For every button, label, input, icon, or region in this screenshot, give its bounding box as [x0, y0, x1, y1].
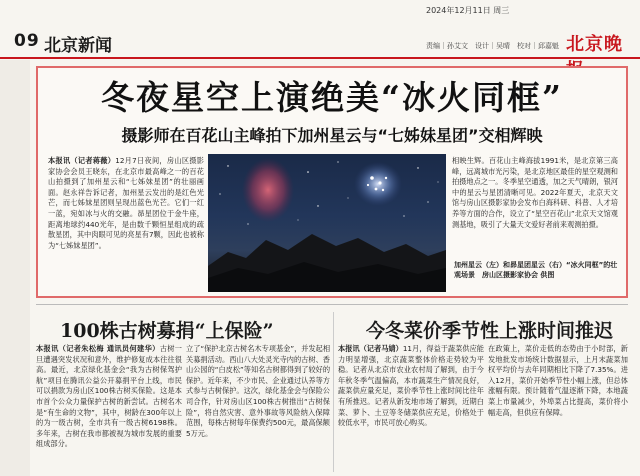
tree-article-col-1 — [36, 344, 182, 474]
night-sky-photo — [208, 154, 446, 292]
photo-illustration — [208, 154, 446, 292]
feature-subheadline: 摄影师在百花山主峰拍下加州星云与“七姊妹星团”交相辉映 — [121, 126, 543, 145]
column-separator — [333, 312, 334, 472]
feature-article — [36, 66, 628, 298]
masthead — [0, 0, 640, 58]
page-number: 09 — [14, 31, 40, 51]
feature-body-right: 相映生辉。百花山主峰海拔1991米，是北京第三高峰，远离城市光污染，是北京地区最佳的星空观测和拍摄地点之一。冬季星空通透，加之天气晴朗，银河中的星云与星团清晰可见。2022年夏天，北京天文馆与房山区摄影家协会发布白海科研、科普、人才培养等方面的合作，设立了“星空百花山”北京天文馆观测基地，吸引了大量天文爱好者前来观测拍摄。 — [452, 156, 618, 229]
veg-article-byline: 本报讯（记者马婧） — [338, 344, 403, 353]
california-nebula — [242, 158, 294, 222]
feature-headline: 冬夜星空上演绝美“冰火同框” — [101, 78, 563, 117]
tree-article-text-1: 古树一旦遭遇突发状况和意外，维护修复成本往往很高。最近，北京绿化基金会“我为古树保驾护航”项目在腾讯公益公开募捐平台上线，市民可以捐款为房山区100株古树买保险。这是本市首个公众力量保护古树的新尝试。古树名木是“有生命的文物”，其中，树龄在300年以上的为一级古树，全市共有一级古树6198株。多年来，古树在我市都被视为城市发展的重要组成部分。 — [36, 344, 182, 449]
veg-article-text-1: 11月，得益于蔬菜供应能力明显增强，北京蔬菜整体价格走势较为平稳。记者从北京市农业农村局了解到，由于今年秋冬季气温偏高，本市蔬菜生产情况良好，蔬菜供应量充足，菜价季节性上涨时间比往年有所推迟。记者从新发地市场了解到，近期白菜、萝卜、土豆等冬储菜供应充足，价格处于较低水平，市民可放心购买。 — [338, 344, 484, 428]
section-rule — [36, 304, 628, 305]
veg-article-col-1 — [338, 344, 484, 474]
veg-article-col-2: 在政策上，菜价走低的态势由于小时部，新发地批发市场统计数据显示，上月末蔬菜加权平均价与去年同期相比下降了7.35%。进入12月，菜价开始季节性小幅上涨，但总体涨幅有限。预计随着气温逐渐下降，本地蔬菜上市量减少，外埠菜占比提高，菜价将小幅走高，但供应有保障。 — [488, 344, 628, 417]
tree-article-col-2: 立了“保护北京古树名木专项基金”，并发起相关募捐活动。西山八大处灵光寺内的古树、香山公园的“白皮松”等知名古树都得到了较好的保护。近年来，不少市民、企业通过认养等方式参与古树保护。这次，绿化基金会与保险公司合作，针对房山区100株古树推出“古树保险”，将自然灾害、意外事故等风险纳入保障范围，每株古树每年保费约500元，最高保额5万元。 — [186, 344, 330, 438]
tree-insurance-headline: 100株古树募捐“上保险” — [60, 320, 274, 342]
feature-body-left — [48, 156, 204, 286]
pleiades-cluster — [354, 162, 402, 206]
feature-left-text: 12月7日夜间，房山区摄影家协会会员王晓东，在北京市最高峰之一的百花山拍摄到了加州星云和“七姊妹星团”的壮丽画面。赵永祥告诉记者，加州星云发出的是红色光芒，而七姊妹星团则呈现出蓝色光芒。它们一红一蓝，宛如冰与火的交融。昴星团位于金牛座，距离地球约440光年，是由数千颗恒星组成的疏散星团，其中肉眼可见的亮星有7颗，因此也被称为“七姊妹星团”。 — [48, 156, 204, 250]
photo-caption: 加州星云（左）和昴星团星云（右）“冰火同框”的壮观场景 房山区摄影家协会 供图 — [454, 261, 618, 279]
feature-byline: 本报讯（记者蒋薇） — [48, 156, 116, 165]
section-name: 北京新闻 — [44, 36, 112, 56]
editorial-credits: 责编｜孙艾文 设计｜吴晴 校对｜邱嘉魁 — [426, 42, 559, 50]
newspaper-logo: 北京晚 — [566, 34, 623, 55]
page-gutter — [0, 60, 30, 476]
vegetable-price-headline: 今冬菜价季节性上涨时间推迟 — [366, 320, 614, 342]
issue-date: 2024年12月11日 周三 — [426, 6, 510, 15]
header-rule — [0, 57, 640, 59]
tree-article-byline: 本报讯（记者朱松梅 通讯员何建华） — [36, 344, 160, 353]
